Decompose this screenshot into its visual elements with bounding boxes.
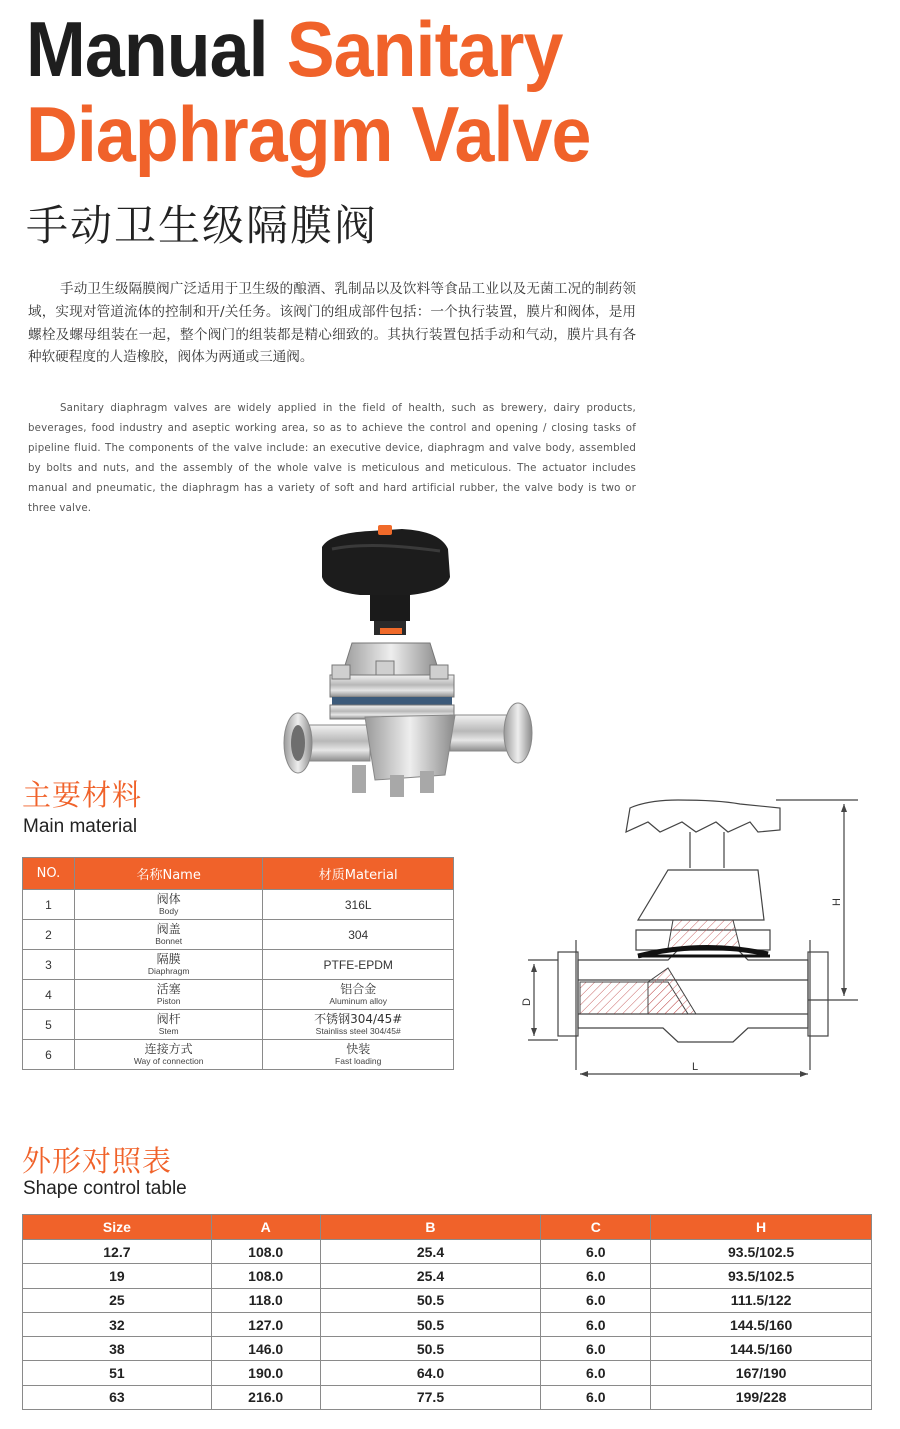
- valve-technical-drawing: [518, 770, 868, 1090]
- row-material: [263, 1010, 454, 1040]
- material-en: Fast loading: [335, 1056, 382, 1066]
- shape-section-title-en: Shape control table: [23, 1178, 187, 1199]
- shape-table-header: [23, 1215, 872, 1240]
- page-title-line2: Diaphragm Valve: [26, 90, 591, 178]
- cell-c: 6.0: [541, 1385, 651, 1409]
- name-cn: 隔膜: [156, 952, 181, 966]
- row-material: 316L: [263, 890, 454, 920]
- row-name: [74, 980, 263, 1010]
- name-cn: 阀杆: [156, 1012, 181, 1026]
- col-header-material: 材质Material: [263, 858, 454, 890]
- cell-b: 77.5: [320, 1385, 541, 1409]
- shape-table: [22, 1214, 872, 1410]
- description-en: Sanitary diaphragm valves are widely applied in the field of health, such as brewery, dairy products, beverages, food industry and aseptic working area, so as to achieve the control and opening / closing tasks of pipeline fluid. The components of the valve include: an executive device, diaphragm and valve body, assembled by bolts and nuts, and the assembly of the whole valve is meticulous and meticulous. The actuator includes manual and pneumatic, the diaphragm has a variety of soft and hard artificial rubber, the valve body is two or three valve.: [28, 403, 636, 514]
- cell-b: 64.0: [320, 1361, 541, 1385]
- material-section-title-cn: 主要材料: [22, 778, 143, 812]
- row-material: [263, 980, 454, 1010]
- dimension-label-d: D: [521, 998, 533, 1006]
- cell-a: 146.0: [211, 1337, 320, 1361]
- col-header-no: NO.: [23, 858, 75, 890]
- name-en: Piston: [156, 996, 181, 1006]
- cell-b: 50.5: [320, 1312, 541, 1336]
- cell-b: 50.5: [320, 1288, 541, 1312]
- col-header-b: B: [320, 1215, 541, 1240]
- table-row: [23, 1385, 872, 1409]
- valve-product-image: [270, 525, 550, 805]
- row-material: PTFE-EPDM: [263, 950, 454, 980]
- table-row: [23, 1264, 872, 1288]
- cell-c: 6.0: [541, 1337, 651, 1361]
- dimension-label-h: H: [831, 898, 843, 906]
- material-cn: 不锈钢304/45#: [314, 1012, 403, 1026]
- name-cn: 连接方式: [144, 1042, 193, 1056]
- name-en: Bonnet: [155, 936, 183, 946]
- material-en: Stainliss steel 304/45#: [315, 1026, 401, 1036]
- row-name: [74, 1010, 263, 1040]
- col-header-size: Size: [23, 1215, 212, 1240]
- table-row: [23, 950, 454, 980]
- name-en: Stem: [158, 1026, 179, 1036]
- row-material: [263, 1040, 454, 1070]
- table-row: [23, 1312, 872, 1336]
- cell-a: 216.0: [211, 1385, 320, 1409]
- name-cn: 阀盖: [156, 922, 181, 936]
- row-no: 6: [23, 1040, 75, 1070]
- row-name: [74, 1040, 263, 1070]
- material-section-title-en: Main material: [23, 816, 138, 837]
- cell-size: 19: [23, 1264, 212, 1288]
- cell-c: 6.0: [541, 1288, 651, 1312]
- cell-a: 108.0: [211, 1240, 320, 1264]
- shape-section-title-cn: 外形对照表: [22, 1144, 173, 1178]
- cell-h: 144.5/160: [651, 1312, 872, 1336]
- cell-size: 51: [23, 1361, 212, 1385]
- cell-size: 63: [23, 1385, 212, 1409]
- row-name: [74, 890, 263, 920]
- cell-b: 25.4: [320, 1240, 541, 1264]
- dimension-label-l: L: [692, 1061, 699, 1073]
- table-row: [23, 980, 454, 1010]
- cell-h: 167/190: [651, 1361, 872, 1385]
- cell-h: 144.5/160: [651, 1337, 872, 1361]
- row-no: 2: [23, 920, 75, 950]
- material-cn: 铝合金: [340, 982, 377, 996]
- row-no: 3: [23, 950, 75, 980]
- table-row: [23, 1010, 454, 1040]
- cell-size: 32: [23, 1312, 212, 1336]
- row-name: [74, 950, 263, 980]
- material-cn: 快装: [346, 1042, 371, 1056]
- col-header-a: A: [211, 1215, 320, 1240]
- material-en: Aluminum alloy: [329, 996, 388, 1006]
- cell-h: 199/228: [651, 1385, 872, 1409]
- name-cn: 阀体: [156, 892, 181, 906]
- cell-c: 6.0: [541, 1312, 651, 1336]
- table-row: [23, 1040, 454, 1070]
- cell-a: 127.0: [211, 1312, 320, 1336]
- cell-size: 25: [23, 1288, 212, 1312]
- cell-c: 6.0: [541, 1264, 651, 1288]
- cell-b: 25.4: [320, 1264, 541, 1288]
- cell-a: 108.0: [211, 1264, 320, 1288]
- cell-a: 190.0: [211, 1361, 320, 1385]
- title-word-manual: Manual: [26, 5, 268, 93]
- row-no: 1: [23, 890, 75, 920]
- table-row: [23, 1361, 872, 1385]
- cell-h: 93.5/102.5: [651, 1264, 872, 1288]
- cell-h: 111.5/122: [651, 1288, 872, 1312]
- cell-a: 118.0: [211, 1288, 320, 1312]
- material-table: [22, 857, 454, 1070]
- col-header-c: C: [541, 1215, 651, 1240]
- cell-c: 6.0: [541, 1240, 651, 1264]
- title-word-sanitary: Sanitary: [286, 5, 563, 93]
- material-table-header: [23, 858, 454, 890]
- cell-size: 12.7: [23, 1240, 212, 1264]
- row-no: 5: [23, 1010, 75, 1040]
- table-row: [23, 1288, 872, 1312]
- row-no: 4: [23, 980, 75, 1010]
- cell-size: 38: [23, 1337, 212, 1361]
- col-header-h: H: [651, 1215, 872, 1240]
- cell-c: 6.0: [541, 1361, 651, 1385]
- table-row: [23, 1337, 872, 1361]
- description-cn: 手动卫生级隔膜阀广泛适用于卫生级的酿酒、乳制品以及饮料等食品工业以及无菌工况的制药领域，实现对管道流体的控制和开/关任务。该阀门的组成部件包括：一个执行装置，膜片和阀体，是用螺栓及螺母组装在一起，整个阀门的组装都是精心细致的。其执行装置包括手动和气动，膜片具有各种软硬程度的人造橡胶，阀体为两通或三通阀。: [28, 281, 636, 366]
- col-header-name: 名称Name: [74, 858, 263, 890]
- name-en: Diaphragm: [147, 966, 190, 976]
- table-row: [23, 1240, 872, 1264]
- name-cn: 活塞: [156, 982, 181, 996]
- row-name: [74, 920, 263, 950]
- page-title-cn: 手动卫生级隔膜阀: [26, 201, 379, 250]
- cell-h: 93.5/102.5: [651, 1240, 872, 1264]
- row-material: 304: [263, 920, 454, 950]
- table-row: [23, 890, 454, 920]
- table-row: [23, 920, 454, 950]
- cell-b: 50.5: [320, 1337, 541, 1361]
- name-en: Body: [158, 906, 179, 916]
- page-title-line1: [26, 5, 563, 93]
- name-en: Way of connection: [133, 1056, 204, 1066]
